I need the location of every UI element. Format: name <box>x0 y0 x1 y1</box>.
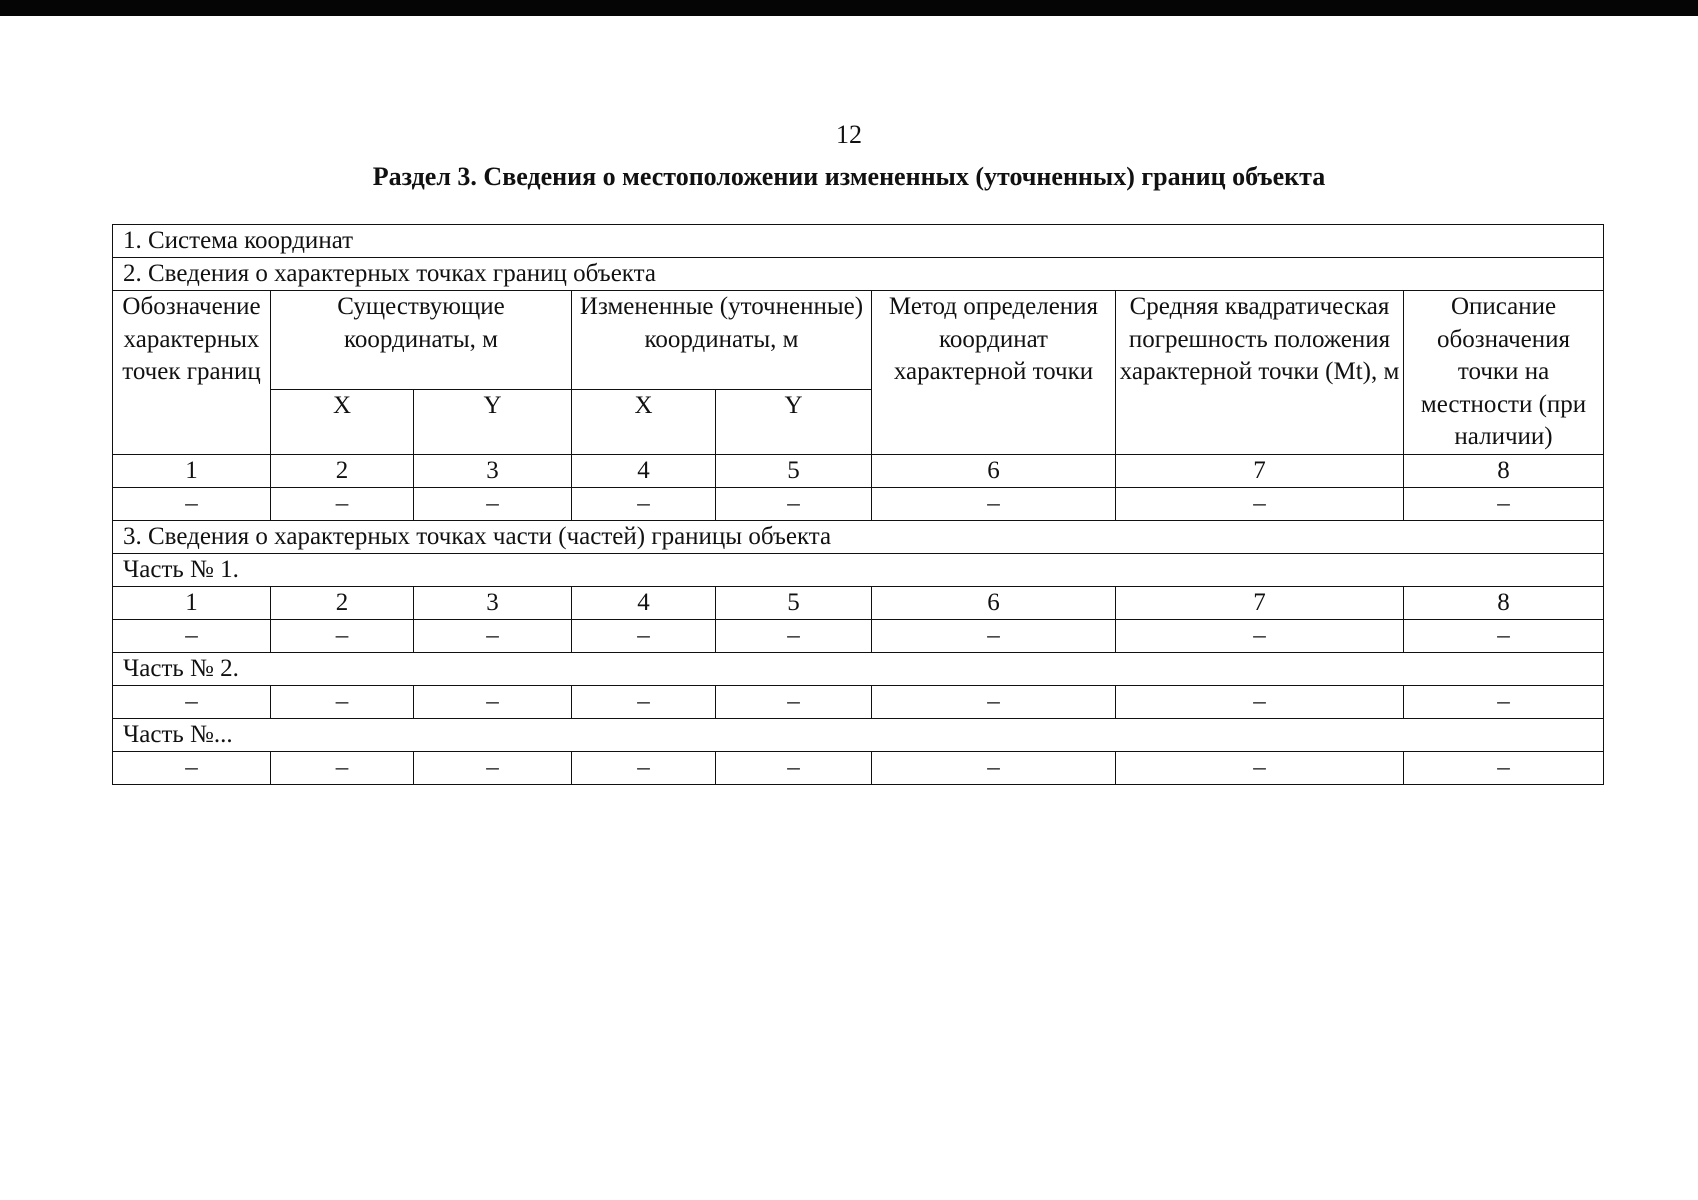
column-number: 2 <box>271 455 414 488</box>
empty-cell: – <box>872 620 1116 653</box>
empty-cell: – <box>572 488 716 521</box>
column-number: 3 <box>414 455 572 488</box>
empty-cell: – <box>872 488 1116 521</box>
boundary-points-table <box>112 224 1604 785</box>
empty-cell: – <box>572 752 716 785</box>
column-number: 1 <box>113 455 271 488</box>
column-number: 5 <box>716 587 872 620</box>
row-points-info <box>113 258 1604 291</box>
header-existing-x: X <box>271 390 414 455</box>
header-existing-coords: Существующие координаты, м <box>271 291 572 390</box>
empty-cell: – <box>113 488 271 521</box>
column-number: 5 <box>716 455 872 488</box>
empty-cell: – <box>271 686 414 719</box>
header-changed-x: X <box>572 390 716 455</box>
row-parts-info <box>113 521 1604 554</box>
empty-cell: – <box>1404 488 1604 521</box>
empty-cell: – <box>271 488 414 521</box>
empty-cell: – <box>1116 488 1404 521</box>
header-mean-error: Средняя квадратическая погрешность положения характерной точки (Mt), м <box>1116 291 1404 455</box>
empty-cell: – <box>113 620 271 653</box>
empty-cell: – <box>1116 752 1404 785</box>
part-1-empty-row <box>113 620 1604 653</box>
empty-data-row <box>113 488 1604 521</box>
empty-cell: – <box>872 686 1116 719</box>
part-2-label: Часть № 2. <box>113 653 1604 686</box>
header-description: Описание обозначения точки на местности (при наличии) <box>1404 291 1604 455</box>
empty-cell: – <box>113 686 271 719</box>
header-changed-coords: Измененные (уточненные) координаты, м <box>572 291 872 390</box>
empty-cell: – <box>716 752 872 785</box>
column-number: 8 <box>1404 587 1604 620</box>
page-number: 12 <box>836 120 862 149</box>
empty-cell: – <box>1116 620 1404 653</box>
points-info-label: 2. Сведения о характерных точках границ объекта <box>113 258 1604 291</box>
row-part-2 <box>113 653 1604 686</box>
empty-cell: – <box>716 686 872 719</box>
header-changed-y: Y <box>716 390 872 455</box>
section-title: Раздел 3. Сведения о местоположении измененных (уточненных) границ объекта <box>372 162 1326 191</box>
empty-cell: – <box>1116 686 1404 719</box>
column-number: 7 <box>1116 587 1404 620</box>
part-1-column-numbers-row <box>113 587 1604 620</box>
empty-cell: – <box>271 752 414 785</box>
empty-cell: – <box>414 752 572 785</box>
empty-cell: – <box>716 620 872 653</box>
scan-top-edge <box>0 0 1698 16</box>
empty-cell: – <box>1404 686 1604 719</box>
empty-cell: – <box>1404 620 1604 653</box>
row-part-1 <box>113 554 1604 587</box>
part-2-empty-row <box>113 686 1604 719</box>
empty-cell: – <box>271 620 414 653</box>
part-n-label: Часть №... <box>113 719 1604 752</box>
parts-info-label: 3. Сведения о характерных точках части (частей) границы объекта <box>113 521 1604 554</box>
column-number: 3 <box>414 587 572 620</box>
column-number: 4 <box>572 455 716 488</box>
header-row <box>113 291 1604 390</box>
column-number: 2 <box>271 587 414 620</box>
column-number: 7 <box>1116 455 1404 488</box>
empty-cell: – <box>716 488 872 521</box>
empty-cell: – <box>572 620 716 653</box>
empty-cell: – <box>572 686 716 719</box>
empty-cell: – <box>414 488 572 521</box>
column-numbers-row <box>113 455 1604 488</box>
column-number: 4 <box>572 587 716 620</box>
column-number: 8 <box>1404 455 1604 488</box>
row-part-n <box>113 719 1604 752</box>
column-number: 6 <box>872 587 1116 620</box>
empty-cell: – <box>414 620 572 653</box>
empty-cell: – <box>872 752 1116 785</box>
empty-cell: – <box>414 686 572 719</box>
part-n-empty-row <box>113 752 1604 785</box>
header-designation: Обозначение характерных точек границ <box>113 291 271 455</box>
coordinate-system-label: 1. Система координат <box>113 225 1604 258</box>
column-number: 6 <box>872 455 1116 488</box>
row-coordinate-system <box>113 225 1604 258</box>
empty-cell: – <box>1404 752 1604 785</box>
column-number: 1 <box>113 587 271 620</box>
empty-cell: – <box>113 752 271 785</box>
part-1-label: Часть № 1. <box>113 554 1604 587</box>
header-method: Метод определения координат характерной точки <box>872 291 1116 455</box>
header-existing-y: Y <box>414 390 572 455</box>
